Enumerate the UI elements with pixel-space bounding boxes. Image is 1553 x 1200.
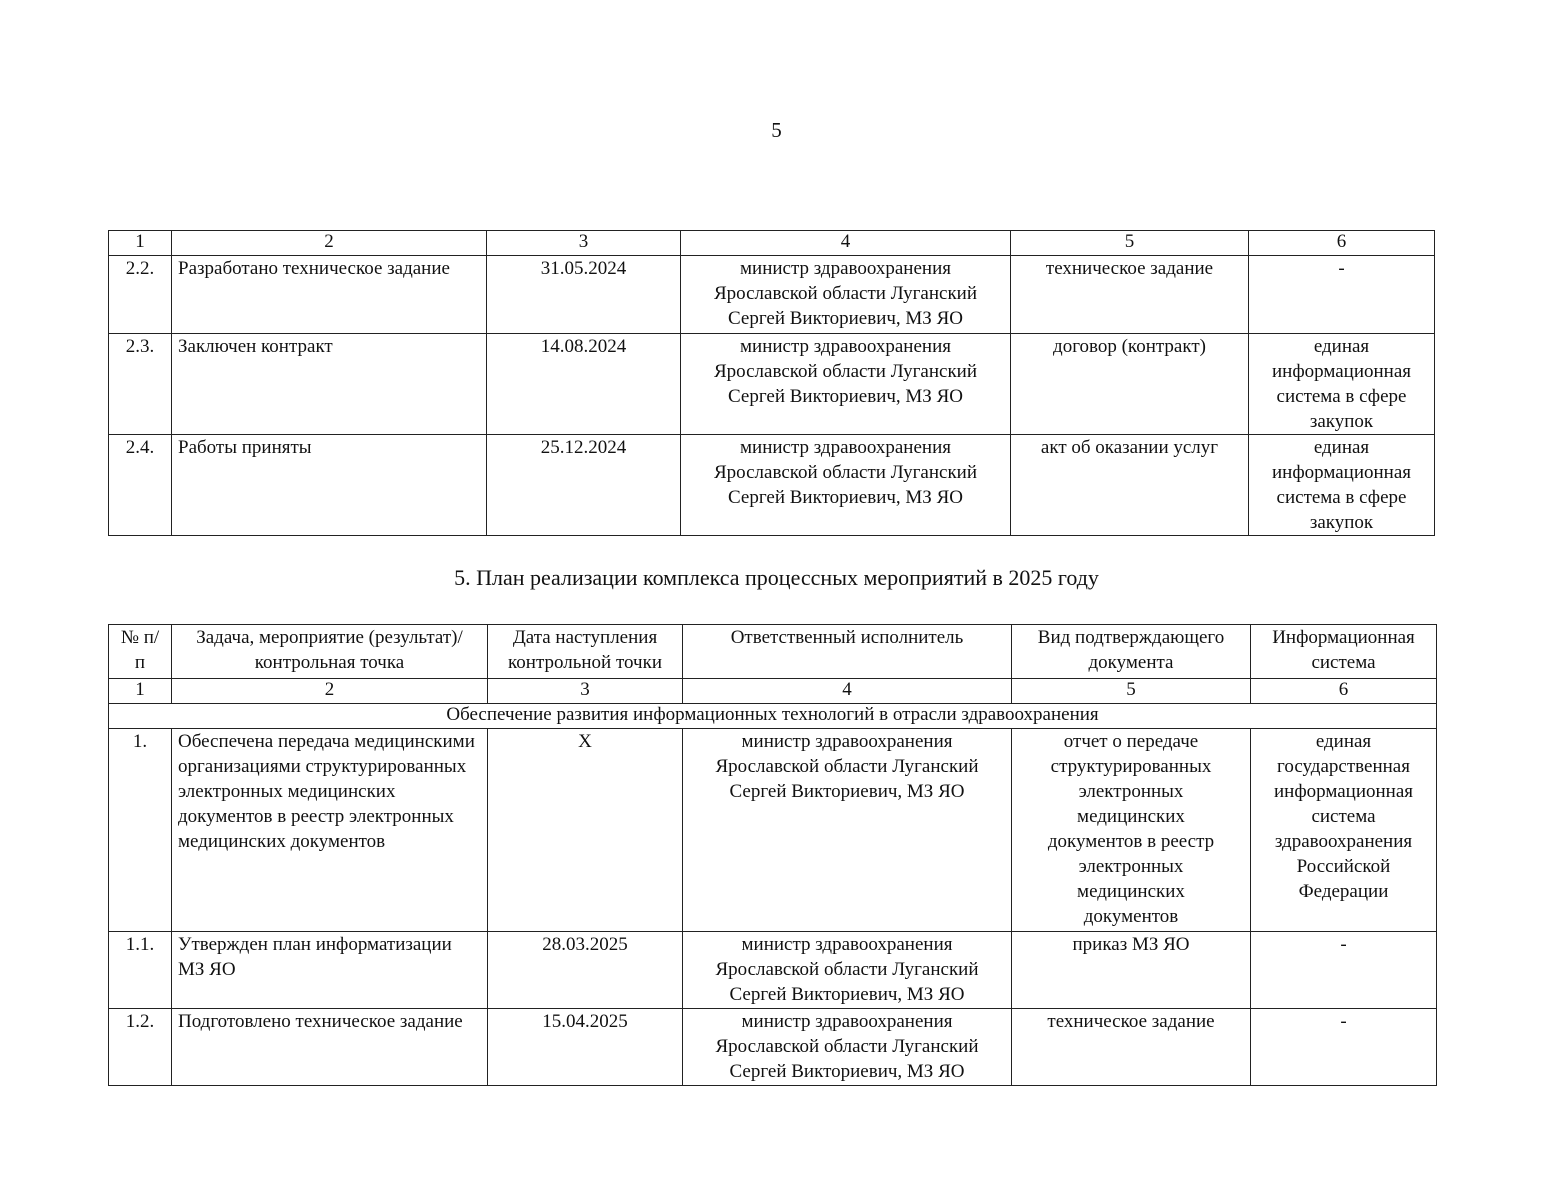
date-cell: 25.12.2024	[487, 435, 681, 536]
task-cell: Обеспечена передача медицинскими организациями структурированных электронных медицинских документов в реестр электронных медицинских документов	[172, 729, 488, 932]
col-number-2: 2	[172, 231, 487, 256]
system-cell: единая информационная система в сфере закупок	[1249, 334, 1435, 435]
document-cell: приказ МЗ ЯО	[1012, 932, 1251, 1009]
date-cell: 28.03.2025	[488, 932, 683, 1009]
row-number: 1.	[109, 729, 172, 932]
task-cell: Заключен контракт	[172, 334, 487, 435]
table-row	[109, 729, 1437, 932]
system-cell: единая информационная система в сфере закупок	[1249, 435, 1435, 536]
table-row	[109, 435, 1435, 536]
top-table	[108, 230, 1435, 536]
date-cell: 15.04.2025	[488, 1009, 683, 1086]
row-number: 1.2.	[109, 1009, 172, 1086]
col-number-3: 3	[487, 231, 681, 256]
col-number-3: 3	[488, 679, 683, 704]
table-row	[109, 334, 1435, 435]
header-document: Вид подтверждающего документа	[1012, 625, 1251, 679]
row-number: 1.1.	[109, 932, 172, 1009]
system-cell: -	[1251, 932, 1437, 1009]
responsible-cell: министр здравоохранения Ярославской области Луганский Сергей Викториевич, МЗ ЯО	[683, 932, 1012, 1009]
document-cell: техническое задание	[1011, 256, 1249, 334]
document-cell: техническое задание	[1012, 1009, 1251, 1086]
col-number-4: 4	[681, 231, 1011, 256]
column-number-row	[109, 231, 1435, 256]
section-title: 5. План реализации комплекса процессных мероприятий в 2025 году	[454, 565, 1099, 590]
bottom-table	[108, 624, 1437, 1086]
table-row	[109, 256, 1435, 334]
responsible-cell: министр здравоохранения Ярославской области Луганский Сергей Викториевич, МЗ ЯО	[681, 334, 1011, 435]
header-task: Задача, мероприятие (результат)/ контрольная точка	[172, 625, 488, 679]
task-cell: Разработано техническое задание	[172, 256, 487, 334]
section-row-cell: Обеспечение развития информационных технологий в отрасли здравоохранения	[109, 704, 1437, 729]
col-number-2: 2	[172, 679, 488, 704]
system-cell: единая государственная информационная система здравоохранения Российской Федерации	[1251, 729, 1437, 932]
date-cell: 31.05.2024	[487, 256, 681, 334]
responsible-cell: министр здравоохранения Ярославской области Луганский Сергей Викториевич, МЗ ЯО	[681, 256, 1011, 334]
col-number-4: 4	[683, 679, 1012, 704]
header-system: Информационная система	[1251, 625, 1437, 679]
col-number-5: 5	[1011, 231, 1249, 256]
table-row	[109, 1009, 1437, 1086]
task-cell: Подготовлено техническое задание	[172, 1009, 488, 1086]
page-number: 5	[771, 118, 782, 142]
responsible-cell: министр здравоохранения Ярославской области Луганский Сергей Викториевич, МЗ ЯО	[683, 1009, 1012, 1086]
col-number-5: 5	[1012, 679, 1251, 704]
col-number-1: 1	[109, 679, 172, 704]
header-row	[109, 625, 1437, 679]
date-cell: 14.08.2024	[487, 334, 681, 435]
task-cell: Утвержден план информатизации МЗ ЯО	[172, 932, 488, 1009]
document-cell: отчет о передаче структурированных электронных медицинских документов в реестр электронных медицинских документов	[1012, 729, 1251, 932]
row-number: 2.3.	[109, 334, 172, 435]
document-cell: договор (контракт)	[1011, 334, 1249, 435]
header-responsible: Ответственный исполнитель	[683, 625, 1012, 679]
col-number-6: 6	[1249, 231, 1435, 256]
section-row	[109, 704, 1437, 729]
responsible-cell: министр здравоохранения Ярославской области Луганский Сергей Викториевич, МЗ ЯО	[681, 435, 1011, 536]
task-cell: Работы приняты	[172, 435, 487, 536]
date-cell: X	[488, 729, 683, 932]
system-cell: -	[1249, 256, 1435, 334]
col-number-6: 6	[1251, 679, 1437, 704]
column-number-row	[109, 679, 1437, 704]
col-number-1: 1	[109, 231, 172, 256]
responsible-cell: министр здравоохранения Ярославской области Луганский Сергей Викториевич, МЗ ЯО	[683, 729, 1012, 932]
system-cell: -	[1251, 1009, 1437, 1086]
header-date: Дата наступления контрольной точки	[488, 625, 683, 679]
row-number: 2.2.	[109, 256, 172, 334]
row-number: 2.4.	[109, 435, 172, 536]
table-row	[109, 932, 1437, 1009]
header-num: № п/п	[109, 625, 172, 679]
document-cell: акт об оказании услуг	[1011, 435, 1249, 536]
